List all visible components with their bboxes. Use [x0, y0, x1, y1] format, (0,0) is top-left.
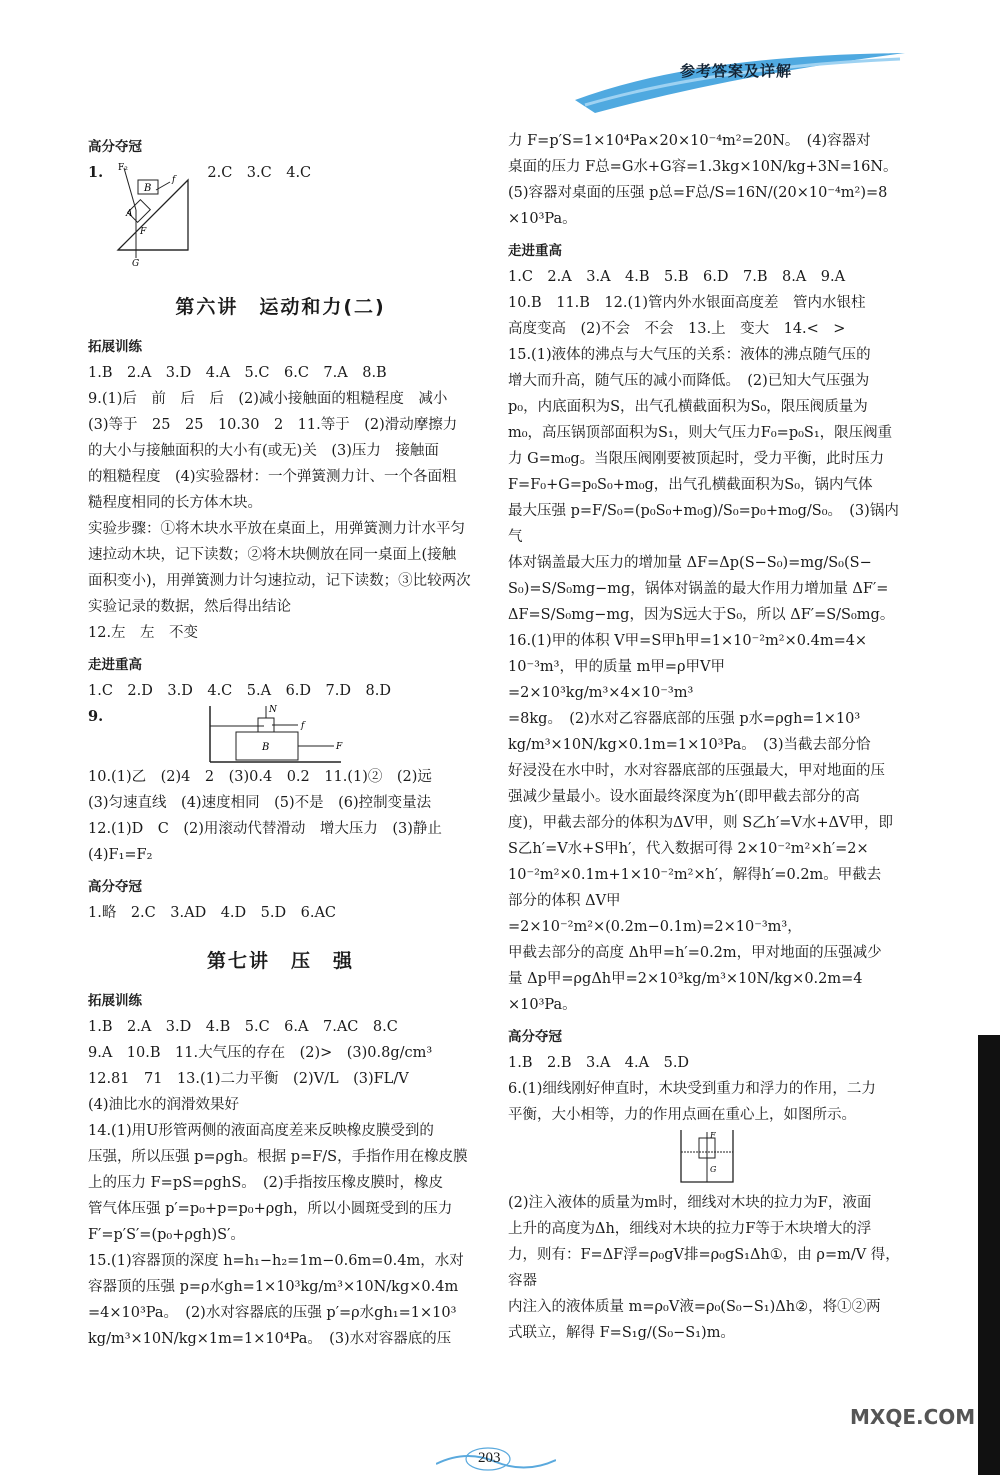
section-title: 拓展训练 — [88, 993, 142, 1009]
answer-line: (4)F₁=F₂ — [88, 847, 153, 863]
answer-line: =8kg。 (2)水对乙容器底部的压强 p水=ρgh=1×10³ — [508, 711, 861, 727]
fig-label: f — [171, 175, 176, 185]
answer-line: 9.A 10.B 11.大气压的存在 (2)> (3)0.8g/cm³ — [88, 1045, 433, 1061]
answer-line: 糙程度相同的长方体木块。 — [88, 495, 262, 511]
answer-line: 12.(1)D C (2)用滚动代替滑动 增大压力 (3)静止 — [88, 821, 442, 837]
answer-line: 桌面的压力 F总=G水+G容=1.3kg×10N/kg+3N=16N。 — [508, 159, 898, 175]
answer-line: F=F₀+G=p₀S₀+m₀g，出气孔横截面积为S₀，锅内气体 — [508, 477, 873, 493]
answer-line: S乙h′=V水+S甲h′，代入数据可得 2×10⁻²m²×h′=2× — [508, 841, 869, 857]
section-title: 拓展训练 — [88, 339, 142, 355]
answer-line: 1.B 2.A 3.D 4.B 5.C 6.A 7.AC 8.C — [88, 1019, 398, 1035]
answer-line: 强减少量最小。设水面最终深度为h′(即甲截去部分的高 — [508, 789, 860, 805]
answer-line: S₀)=S/S₀mg−mg，锅体对锅盖的最大作用力增加量 ΔF′= — [508, 581, 889, 597]
answer-line: 部分的体积 ΔV甲=2×10⁻²m²×(0.2m−0.1m)=2×10⁻³m³， — [508, 893, 802, 935]
answer-line: 1.B 2.B 3.A 4.A 5.D — [508, 1055, 690, 1071]
fig-label: A — [125, 209, 133, 219]
answer-line: F′=p′S′=(p₀+ρgh)S′。 — [88, 1227, 245, 1243]
fig-label: F — [336, 742, 343, 752]
answer-line: 最大压强 p=F/S₀=(p₀S₀+m₀g)/S₀=p₀+m₀g/S₀。 (3)锅内气 — [508, 503, 899, 545]
answer-line: (2)注入液体的质量为m时，细线对木块的拉力为F，液面 — [508, 1195, 872, 1211]
answer-line: 平衡，大小相等，力的作用点画在重心上，如图所示。 — [508, 1107, 856, 1123]
answer-line: 1.略 2.C 3.AD 4.D 5.D 6.AC — [88, 905, 337, 921]
answer-line: (3)等于 25 25 10.30 2 11.等于 (2)滑动摩擦力 — [88, 417, 458, 433]
fig-label: G — [710, 1165, 717, 1174]
fig-label: N — [269, 705, 277, 715]
page-edge-tab — [978, 1035, 1000, 1475]
answer-line: 面积变小)，用弹簧测力计匀速拉动，记下读数；③比较两次 — [88, 573, 471, 589]
section-title: 高分夺冠 — [508, 1029, 562, 1045]
answer-line: 高度变高 (2)不会 不会 13.上 变大 14.< > — [508, 321, 846, 337]
answer-line: 容器顶的压强 p=ρ水gh=1×10³kg/m³×10N/kg×0.4m — [88, 1279, 459, 1295]
answer-line: 速拉动木块，记下读数；②将木块侧放在同一桌面上(接触 — [88, 547, 457, 563]
answer-line: 量 Δp甲=ρgΔh甲=2×10³kg/m³×10N/kg×0.2m=4 — [508, 971, 863, 987]
answer-line: 力，则有：F=ΔF浮=ρ₀gV排=ρ₀gS₁Δh①，由 ρ=m/V 得，容器 — [508, 1247, 900, 1289]
answer-line: 15.(1)液体的沸点与大气压的关系：液体的沸点随气压的 — [508, 347, 871, 363]
incline-force-figure — [108, 160, 203, 268]
fig-label: F — [139, 227, 146, 237]
answer-row-with-figure — [88, 160, 473, 272]
fig-label: f — [301, 721, 305, 731]
answer-line: 12.左 左 不变 — [88, 625, 199, 641]
block-friction-figure — [206, 704, 366, 766]
answer-line: 度)，甲截去部分的体积为ΔV甲，则 S乙h′=V水+ΔV甲，即 — [508, 815, 893, 831]
answer-line: 10⁻²m²×0.1m+1×10⁻²m²×h′，解得h′=0.2m。甲截去 — [508, 867, 882, 883]
answer-line: 实验步骤：①将木块水平放在桌面上，用弹簧测力计水平匀 — [88, 521, 465, 537]
answer-line: =4×10³Pa。 (2)水对容器底的压强 p′=ρ水gh₁=1×10³ — [88, 1305, 457, 1321]
answer-line: 1.C 2.A 3.A 4.B 5.B 6.D 7.B 8.A 9.A — [508, 269, 846, 285]
answer-line: 10⁻³m³，甲的质量 m甲=ρ甲V甲=2×10³kg/m³×4×10⁻³m³ — [508, 659, 725, 701]
chapter-title: 第七讲 压 强 — [206, 950, 354, 972]
question-number: 9. — [88, 708, 104, 725]
fig-label: B — [262, 742, 270, 753]
watermark-text: MXQE.COM — [850, 1405, 976, 1429]
answer-line: ΔF=S/S₀mg−mg，因为S远大于S₀，所以 ΔF′=S/S₀mg。 — [508, 607, 895, 623]
answer-line: (3)匀速直线 (4)速度相同 (5)不是 (6)控制变量法 — [88, 795, 432, 811]
header-title: 参考答案及详解 — [680, 62, 793, 80]
fig-label: F₂ — [117, 163, 128, 173]
answer-line: p₀，内底面积为S，出气孔横截面积为S₀，限压阀质量为 — [508, 399, 868, 415]
answer-line: kg/m³×10N/kg×1m=1×10⁴Pa。 (3)水对容器底的压 — [88, 1331, 452, 1347]
answer-line: 12.81 71 13.(1)二力平衡 (2)V/L (3)FL/V — [88, 1071, 409, 1087]
section-title: 高分夺冠 — [88, 879, 142, 895]
answer-line: 内注入的液体质量 m=ρ₀V液=ρ₀(S₀−S₁)Δh②，将①②两 — [508, 1299, 881, 1315]
right-column — [508, 128, 906, 1346]
answer-line: 16.(1)甲的体积 V甲=S甲h甲=1×10⁻²m²×0.4m=4× — [508, 633, 868, 649]
answer-line: 增大而升高，随气压的减小而降低。 (2)已知大气压强为 — [508, 373, 870, 389]
fig-label: G — [131, 259, 139, 268]
floating-block-figure — [677, 1128, 737, 1186]
answer-line: (5)容器对桌面的压强 p总=F总/S=16N/(20×10⁻⁴m²)=8 — [508, 185, 888, 201]
answer-line: 的粗糙程度 (4)实验器材：一个弹簧测力计、一个各面粗 — [88, 469, 457, 485]
answer-line: 1.C 2.D 3.D 4.C 5.A 6.D 7.D 8.D — [88, 683, 391, 699]
answer-line: 压强，所以压强 p=ρgh。根据 p=F/S，手指作用在橡皮膜 — [88, 1149, 468, 1165]
answer-line: 上升的高度为Δh，细线对木块的拉力F等于木块增大的浮 — [508, 1221, 872, 1237]
answer-line: 体对锅盖最大压力的增加量 ΔF=Δp(S−S₀)=mg/S₀(S− — [508, 555, 872, 571]
answer-line: ×10³Pa。 — [508, 997, 577, 1013]
page-number: 203 — [478, 1450, 501, 1466]
answer-line: kg/m³×10N/kg×0.1m=1×10³Pa。 (3)当截去部分恰 — [508, 737, 871, 753]
answer-line: (4)油比水的润滑效果好 — [88, 1097, 240, 1113]
section-title: 走进重高 — [508, 243, 562, 259]
answer-line: m₀，高压锅顶部面积为S₁，则大气压力F₀=p₀S₁，限压阀重 — [508, 425, 893, 441]
answer-line: 9.(1)后 前 后 后 (2)减小接触面的粗糙程度 减小 — [88, 391, 448, 407]
answer-line: 力 F=p′S=1×10⁴Pa×20×10⁻⁴m²=20N。 (4)容器对 — [508, 133, 871, 149]
answer-line: 上的压力 F=pS=ρghS。 (2)手指按压橡皮膜时，橡皮 — [88, 1175, 444, 1191]
section-title: 走进重高 — [88, 657, 142, 673]
answer-line: 力 G=m₀g。当限压阀刚要被顶起时，受力平衡，此时压力 — [508, 451, 885, 467]
fig-label: B — [143, 183, 152, 194]
answer-line: 10.(1)乙 (2)4 2 (3)0.4 0.2 11.(1)② (2)远 — [88, 769, 432, 785]
left-column — [88, 128, 473, 1352]
answer-line: 的大小与接触面积的大小有(或无)关 (3)压力 接触面 — [88, 443, 439, 459]
answer-row-with-figure — [88, 704, 473, 764]
answer-line: 实验记录的数据，然后得出结论 — [88, 599, 291, 615]
answer-line: 1.B 2.A 3.D 4.A 5.C 6.C 7.A 8.B — [88, 365, 387, 381]
fig-label: F — [710, 1131, 716, 1140]
chapter-title: 第六讲 运动和力(二) — [175, 296, 386, 318]
section-title: 高分夺冠 — [88, 139, 142, 155]
answer-line: 甲截去部分的高度 Δh甲=h′=0.2m，甲对地面的压强减少 — [508, 945, 882, 961]
question-number: 1. — [88, 164, 104, 181]
answer-line: 6.(1)细线刚好伸直时，木块受到重力和浮力的作用，二力 — [508, 1081, 876, 1097]
answer-line: 管气体压强 p′=p₀+p=p₀+ρgh，所以小圆斑受到的压力 — [88, 1201, 453, 1217]
answer-line: 14.(1)用U形管两侧的液面高度差来反映橡皮膜受到的 — [88, 1123, 434, 1139]
answer-line: 式联立，解得 F=S₁g/(S₀−S₁)m。 — [508, 1325, 735, 1341]
answer-line: 15.(1)容器顶的深度 h=h₁−h₂=1m−0.6m=0.4m，水对 — [88, 1253, 464, 1269]
answer-line: 2.C 3.C 4.C — [207, 165, 312, 181]
answer-line: 好浸没在水中时，水对容器底部的压强最大，甲对地面的压 — [508, 763, 885, 779]
answer-line: 10.B 11.B 12.(1)管内外水银面高度差 管内水银柱 — [508, 295, 866, 311]
answer-line: ×10³Pa。 — [508, 211, 577, 227]
figure-container — [508, 1128, 906, 1190]
